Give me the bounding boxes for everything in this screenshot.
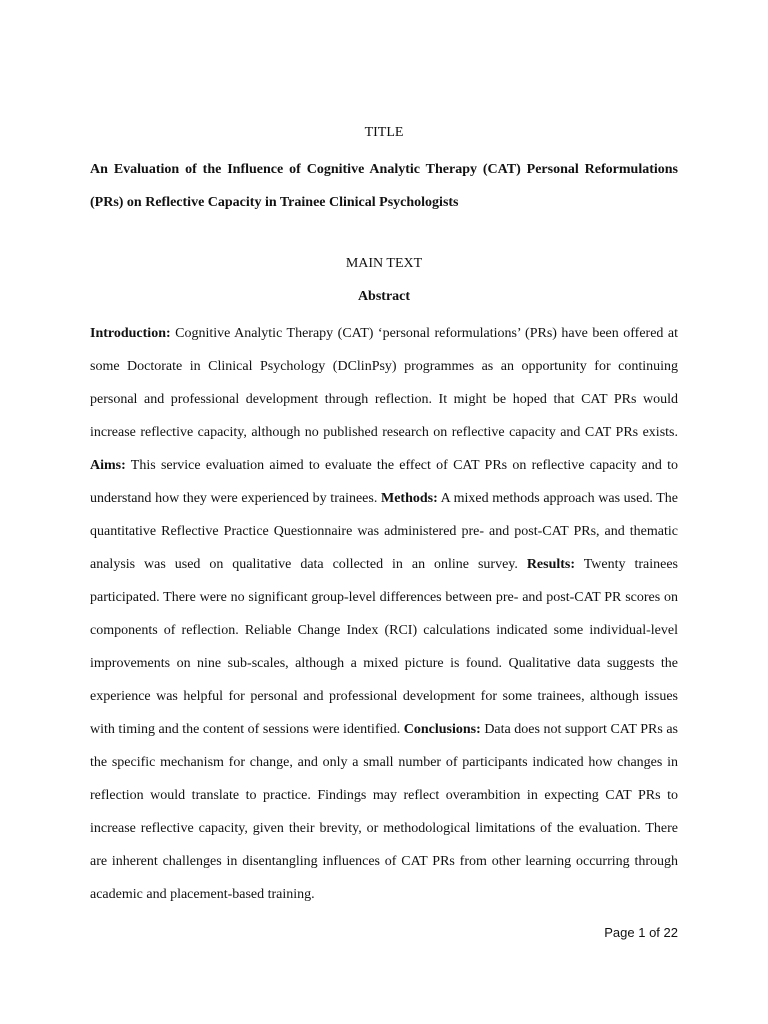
page-number: Page 1 of 22 [604, 925, 678, 940]
paper-title: An Evaluation of the Influence of Cognitive Analytic Therapy (CAT) Personal Reformulations (PRs) on Reflective Capacity in Trainee Clinical Psychologists [90, 162, 678, 210]
conclusions-label: Conclusions: [403, 722, 481, 737]
abstract-body [90, 317, 678, 911]
results-text: Twenty trainees participated. There were no significant group-level differences between pre- and post-CAT PR scores on components of reflection. Reliable Change Index (RCI) calculations indicated some individual-level improvements on nine sub-scales, although a mixed picture is found. Qualitative data suggests the experience was helpful for personal and professional development for some trainees, although issues with timing and the content of sessions were identified. [90, 557, 678, 737]
title-heading: TITLE [364, 125, 404, 140]
conclusions-text: Data does not support CAT PRs as the specific mechanism for change, and only a small number of participants indicated how changes in reflection would translate to practice. Findings may reflect overambition in expecting CAT PRs to increase reflective capacity, given their brevity, or methodological limitations of the evaluation. There are inherent challenges in disentangling influences of CAT PRs from other learning occurring through academic and placement-based training. [90, 722, 678, 902]
abstract-heading: Abstract [357, 289, 411, 304]
methods-text: A mixed methods approach was used. The quantitative Reflective Practice Questionnaire was administered pre- and post-CAT PRs, and thematic analysis was used on qualitative data collected in an online survey. [90, 491, 678, 572]
aims-label: Aims: [90, 458, 126, 473]
introduction-label: Introduction: [90, 326, 171, 341]
aims-text: This service evaluation aimed to evaluate the effect of CAT PRs on reflective capacity and to understand how they were experienced by trainees. [90, 458, 678, 506]
main-text-heading: MAIN TEXT [345, 256, 423, 271]
introduction-text: Cognitive Analytic Therapy (CAT) ‘personal reformulations’ (PRs) have been offered at some Doctorate in Clinical Psychology (DClinPsy) programmes as an opportunity for continuing personal and professional development through reflection. It might be hoped that CAT PRs would increase reflective capacity, although no published research on reflective capacity and CAT PRs exists. [90, 326, 678, 440]
results-label: Results: [526, 557, 576, 572]
methods-label: Methods: [380, 491, 438, 506]
